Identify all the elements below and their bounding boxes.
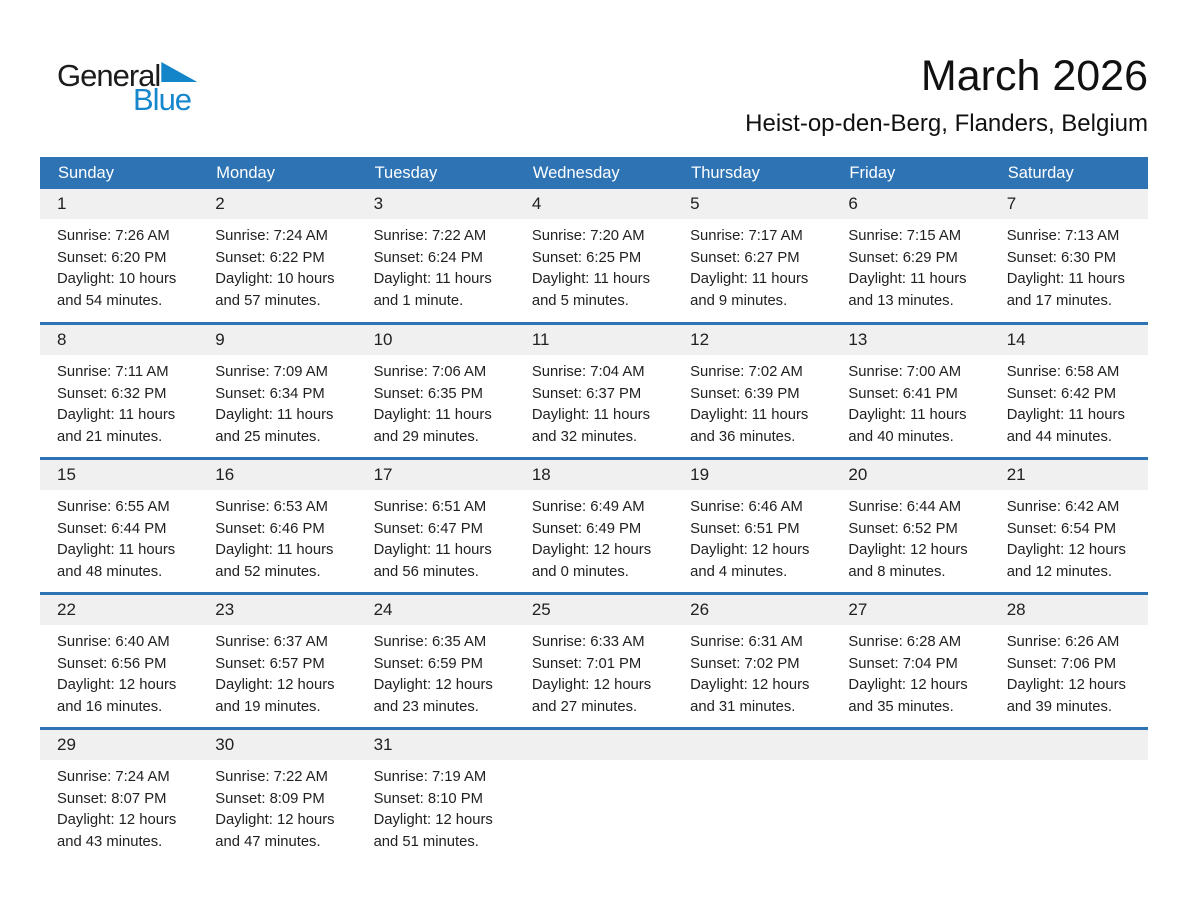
daylight-text-line1: Daylight: 10 hours <box>57 271 177 288</box>
logo-triangle-icon <box>161 62 197 82</box>
daylight-text-line2: and 29 minutes. <box>373 428 479 445</box>
daylight-text-line2: and 8 minutes. <box>848 563 946 580</box>
weekday-header: Friday <box>849 163 896 182</box>
sunset-text: Sunset: 6:32 PM <box>57 385 167 402</box>
day-number <box>831 730 989 760</box>
daylight-text-line2: and 43 minutes. <box>57 833 163 850</box>
day-details <box>831 219 989 312</box>
day-number: 10 <box>357 325 515 355</box>
day-number: 21 <box>990 460 1148 490</box>
day-number: 20 <box>831 460 989 490</box>
day-cell <box>357 460 515 592</box>
daylight-text-line2: and 23 minutes. <box>373 698 479 715</box>
day-details <box>990 490 1148 583</box>
day-number: 14 <box>990 325 1148 355</box>
sunrise-text: Sunrise: 7:19 AM <box>373 769 487 785</box>
daylight-text-line2: and 56 minutes. <box>373 563 479 580</box>
sunset-text: Sunset: 6:22 PM <box>215 249 325 266</box>
sunrise-text: Sunrise: 7:09 AM <box>215 364 328 380</box>
day-number: 17 <box>357 460 515 490</box>
day-details <box>673 355 831 448</box>
day-number: 11 <box>515 325 673 355</box>
daylight-text-line2: and 48 minutes. <box>57 563 163 580</box>
sunset-text: Sunset: 7:06 PM <box>1006 655 1117 672</box>
day-number: 8 <box>40 325 198 355</box>
day-cell <box>357 325 515 457</box>
daylight-text-line2: and 35 minutes. <box>848 698 954 715</box>
daylight-text-line1: Daylight: 12 hours <box>531 677 652 694</box>
day-cell <box>515 189 673 322</box>
daylight-text-line2: and 36 minutes. <box>690 428 796 445</box>
sunset-text: Sunset: 6:30 PM <box>1006 249 1117 266</box>
weekday-header: Monday <box>216 163 275 182</box>
day-details <box>357 219 515 312</box>
daylight-text-line2: and 57 minutes. <box>215 292 321 309</box>
daylight-text-line1: Daylight: 12 hours <box>531 542 652 559</box>
sunrise-text: Sunrise: 6:26 AM <box>1006 634 1120 650</box>
day-cell <box>673 460 831 592</box>
day-cell <box>990 325 1148 457</box>
sunrise-text: Sunrise: 6:31 AM <box>690 634 803 650</box>
day-cell <box>198 730 356 862</box>
sunset-text: Sunset: 6:34 PM <box>215 385 325 402</box>
day-cell <box>673 595 831 727</box>
day-cell <box>40 730 198 862</box>
sunset-text: Sunset: 6:42 PM <box>1006 385 1117 402</box>
daylight-text-line1: Daylight: 12 hours <box>1006 542 1126 559</box>
daylight-text-line2: and 17 minutes. <box>1006 292 1112 309</box>
sunset-text: Sunset: 6:51 PM <box>690 520 800 537</box>
sunrise-text: Sunrise: 6:28 AM <box>848 634 962 650</box>
day-number: 23 <box>198 595 356 625</box>
daylight-text-line1: Daylight: 11 hours <box>57 542 176 559</box>
day-cell <box>40 189 198 322</box>
sunrise-text: Sunrise: 7:22 AM <box>373 228 487 244</box>
day-details <box>515 490 673 583</box>
day-cell <box>40 460 198 592</box>
day-details <box>831 490 989 583</box>
day-cell <box>357 595 515 727</box>
day-number <box>515 730 673 760</box>
weekday-header-row <box>40 157 1148 189</box>
daylight-text-line2: and 40 minutes. <box>848 428 954 445</box>
daylight-text-line1: Daylight: 12 hours <box>1006 677 1126 694</box>
sunrise-text: Sunrise: 7:04 AM <box>531 364 645 380</box>
day-number: 6 <box>831 189 989 219</box>
day-number: 30 <box>198 730 356 760</box>
day-number: 19 <box>673 460 831 490</box>
sunset-text: Sunset: 6:56 PM <box>57 655 167 672</box>
day-cell <box>673 189 831 322</box>
daylight-text-line2: and 54 minutes. <box>57 292 163 309</box>
title-block <box>745 52 1148 138</box>
day-number: 29 <box>40 730 198 760</box>
sunset-text: Sunset: 6:49 PM <box>531 520 642 537</box>
weekday-header: Wednesday <box>532 163 620 182</box>
week-row <box>40 189 1148 322</box>
sunrise-text: Sunrise: 6:44 AM <box>848 499 962 515</box>
daylight-text-line2: and 21 minutes. <box>57 428 163 445</box>
sunrise-text: Sunrise: 6:53 AM <box>215 499 328 515</box>
daylight-text-line2: and 12 minutes. <box>1006 563 1112 580</box>
daylight-text-line1: Daylight: 11 hours <box>848 407 967 424</box>
day-cell <box>990 189 1148 322</box>
day-cell <box>673 325 831 457</box>
daylight-text-line2: and 27 minutes. <box>531 698 638 715</box>
empty-day-cell <box>990 730 1148 862</box>
daylight-text-line1: Daylight: 11 hours <box>373 271 492 288</box>
sunset-text: Sunset: 6:20 PM <box>57 249 167 266</box>
sunrise-text: Sunrise: 6:55 AM <box>57 499 170 515</box>
day-details <box>198 760 356 853</box>
day-number: 7 <box>990 189 1148 219</box>
sunrise-text: Sunrise: 6:51 AM <box>373 499 487 515</box>
week-row <box>40 727 1148 862</box>
sunrise-text: Sunrise: 6:33 AM <box>531 634 645 650</box>
sunset-text: Sunset: 6:39 PM <box>690 385 800 402</box>
daylight-text-line1: Daylight: 11 hours <box>215 407 334 424</box>
daylight-text-line1: Daylight: 11 hours <box>531 407 651 424</box>
sunset-text: Sunset: 6:24 PM <box>373 249 483 266</box>
day-details <box>357 355 515 448</box>
day-cell <box>40 595 198 727</box>
day-number: 18 <box>515 460 673 490</box>
day-details <box>831 760 989 767</box>
day-details <box>673 219 831 312</box>
day-cell <box>515 325 673 457</box>
sunrise-text: Sunrise: 7:06 AM <box>373 364 487 380</box>
calendar-table <box>40 157 1148 862</box>
day-number: 31 <box>357 730 515 760</box>
daylight-text-line1: Daylight: 12 hours <box>373 812 493 829</box>
day-number <box>673 730 831 760</box>
general-blue-logo <box>57 60 197 115</box>
day-number: 24 <box>357 595 515 625</box>
day-details <box>40 760 198 853</box>
month-title: March 2026 <box>920 52 1148 100</box>
sunset-text: Sunset: 6:46 PM <box>215 520 325 537</box>
sunset-text: Sunset: 6:47 PM <box>373 520 483 537</box>
day-cell <box>515 460 673 592</box>
calendar-grid <box>40 189 1148 862</box>
day-cell <box>990 460 1148 592</box>
daylight-text-line2: and 31 minutes. <box>690 698 796 715</box>
sunrise-text: Sunrise: 7:13 AM <box>1006 228 1120 244</box>
daylight-text-line2: and 39 minutes. <box>1006 698 1112 715</box>
sunset-text: Sunset: 6:35 PM <box>373 385 483 402</box>
sunset-text: Sunset: 6:54 PM <box>1006 520 1117 537</box>
day-details <box>198 355 356 448</box>
logo-text-blue: Blue <box>133 82 192 117</box>
sunset-text: Sunset: 7:01 PM <box>531 655 642 672</box>
empty-day-cell <box>831 730 989 862</box>
day-details <box>357 760 515 853</box>
daylight-text-line1: Daylight: 12 hours <box>57 812 177 829</box>
day-details <box>40 490 198 583</box>
daylight-text-line1: Daylight: 12 hours <box>848 542 968 559</box>
daylight-text-line1: Daylight: 11 hours <box>1006 407 1125 424</box>
day-number <box>990 730 1148 760</box>
daylight-text-line2: and 9 minutes. <box>690 292 788 309</box>
day-details <box>40 355 198 448</box>
sunrise-text: Sunrise: 7:02 AM <box>690 364 803 380</box>
sunset-text: Sunset: 6:59 PM <box>373 655 483 672</box>
daylight-text-line1: Daylight: 11 hours <box>690 271 809 288</box>
sunset-text: Sunset: 6:37 PM <box>531 385 642 402</box>
day-cell <box>831 189 989 322</box>
day-details <box>198 490 356 583</box>
day-details <box>515 625 673 718</box>
daylight-text-line1: Daylight: 12 hours <box>848 677 968 694</box>
day-cell <box>831 325 989 457</box>
daylight-text-line1: Daylight: 12 hours <box>215 812 335 829</box>
day-number: 26 <box>673 595 831 625</box>
day-cell <box>831 595 989 727</box>
daylight-text-line1: Daylight: 11 hours <box>215 542 334 559</box>
sunrise-text: Sunrise: 6:35 AM <box>373 634 487 650</box>
weekday-header: Tuesday <box>374 163 438 182</box>
day-details <box>990 625 1148 718</box>
logo-text-general: General <box>57 58 161 93</box>
daylight-text-line1: Daylight: 11 hours <box>531 271 651 288</box>
daylight-text-line1: Daylight: 11 hours <box>57 407 176 424</box>
day-details <box>515 760 673 767</box>
day-cell <box>40 325 198 457</box>
day-details <box>40 625 198 718</box>
daylight-text-line1: Daylight: 12 hours <box>690 677 810 694</box>
daylight-text-line2: and 51 minutes. <box>373 833 479 850</box>
day-details <box>40 219 198 312</box>
daylight-text-line1: Daylight: 11 hours <box>1006 271 1125 288</box>
day-number: 22 <box>40 595 198 625</box>
sunset-text: Sunset: 8:09 PM <box>215 790 325 807</box>
daylight-text-line1: Daylight: 11 hours <box>690 407 809 424</box>
sunrise-text: Sunrise: 7:22 AM <box>215 769 328 785</box>
day-details <box>673 490 831 583</box>
sunset-text: Sunset: 8:10 PM <box>373 790 483 807</box>
day-cell <box>198 189 356 322</box>
day-details <box>673 760 831 767</box>
sunset-text: Sunset: 6:44 PM <box>57 520 167 537</box>
sunrise-text: Sunrise: 7:17 AM <box>690 228 803 244</box>
week-row <box>40 592 1148 727</box>
sunrise-text: Sunrise: 7:24 AM <box>215 228 328 244</box>
daylight-text-line2: and 0 minutes. <box>531 563 629 580</box>
daylight-text-line1: Daylight: 10 hours <box>215 271 335 288</box>
day-cell <box>515 595 673 727</box>
sunset-text: Sunset: 6:57 PM <box>215 655 325 672</box>
empty-day-cell <box>515 730 673 862</box>
daylight-text-line1: Daylight: 12 hours <box>57 677 177 694</box>
day-details <box>990 219 1148 312</box>
daylight-text-line2: and 19 minutes. <box>215 698 321 715</box>
day-details <box>990 355 1148 448</box>
day-details <box>357 490 515 583</box>
day-details <box>831 355 989 448</box>
day-cell <box>198 595 356 727</box>
sunset-text: Sunset: 8:07 PM <box>57 790 167 807</box>
empty-day-cell <box>673 730 831 862</box>
day-cell <box>198 325 356 457</box>
day-details <box>831 625 989 718</box>
sunset-text: Sunset: 6:27 PM <box>690 249 800 266</box>
daylight-text-line2: and 47 minutes. <box>215 833 321 850</box>
daylight-text-line1: Daylight: 11 hours <box>373 542 492 559</box>
daylight-text-line2: and 13 minutes. <box>848 292 954 309</box>
sunrise-text: Sunrise: 6:37 AM <box>215 634 328 650</box>
daylight-text-line2: and 4 minutes. <box>690 563 788 580</box>
week-row <box>40 322 1148 457</box>
sunset-text: Sunset: 7:02 PM <box>690 655 800 672</box>
day-number: 9 <box>198 325 356 355</box>
daylight-text-line2: and 44 minutes. <box>1006 428 1112 445</box>
daylight-text-line1: Daylight: 11 hours <box>373 407 492 424</box>
day-details <box>198 219 356 312</box>
sunrise-text: Sunrise: 6:42 AM <box>1006 499 1120 515</box>
day-cell <box>357 189 515 322</box>
sunset-text: Sunset: 6:25 PM <box>531 249 642 266</box>
day-details <box>357 625 515 718</box>
sunrise-text: Sunrise: 7:26 AM <box>57 228 170 244</box>
daylight-text-line1: Daylight: 12 hours <box>690 542 810 559</box>
weekday-header: Sunday <box>58 163 114 182</box>
day-number: 13 <box>831 325 989 355</box>
daylight-text-line2: and 52 minutes. <box>215 563 321 580</box>
day-number: 5 <box>673 189 831 219</box>
sunrise-text: Sunrise: 6:58 AM <box>1006 364 1120 380</box>
daylight-text-line2: and 25 minutes. <box>215 428 321 445</box>
day-number: 3 <box>357 189 515 219</box>
sunrise-text: Sunrise: 7:20 AM <box>531 228 645 244</box>
daylight-text-line2: and 1 minute. <box>373 292 464 309</box>
sunset-text: Sunset: 6:52 PM <box>848 520 958 537</box>
day-number: 28 <box>990 595 1148 625</box>
day-number: 15 <box>40 460 198 490</box>
weekday-header: Thursday <box>691 163 760 182</box>
day-details <box>515 355 673 448</box>
sunrise-text: Sunrise: 7:00 AM <box>848 364 962 380</box>
day-number: 2 <box>198 189 356 219</box>
day-details <box>673 625 831 718</box>
day-cell <box>990 595 1148 727</box>
location-subtitle: Heist-op-den-Berg, Flanders, Belgium <box>745 110 1148 138</box>
day-details <box>515 219 673 312</box>
daylight-text-line2: and 32 minutes. <box>531 428 638 445</box>
week-row <box>40 457 1148 592</box>
day-details <box>990 760 1148 767</box>
day-number: 4 <box>515 189 673 219</box>
daylight-text-line2: and 5 minutes. <box>531 292 629 309</box>
day-cell <box>198 460 356 592</box>
daylight-text-line2: and 16 minutes. <box>57 698 163 715</box>
sunrise-text: Sunrise: 7:15 AM <box>848 228 962 244</box>
day-cell <box>831 460 989 592</box>
sunset-text: Sunset: 6:41 PM <box>848 385 958 402</box>
sunset-text: Sunset: 6:29 PM <box>848 249 958 266</box>
day-number: 16 <box>198 460 356 490</box>
day-details <box>198 625 356 718</box>
day-number: 12 <box>673 325 831 355</box>
day-cell <box>357 730 515 862</box>
sunrise-text: Sunrise: 7:24 AM <box>57 769 170 785</box>
sunrise-text: Sunrise: 7:11 AM <box>57 364 169 380</box>
sunrise-text: Sunrise: 6:46 AM <box>690 499 803 515</box>
day-number: 1 <box>40 189 198 219</box>
daylight-text-line1: Daylight: 12 hours <box>373 677 493 694</box>
sunrise-text: Sunrise: 6:40 AM <box>57 634 170 650</box>
weekday-header: Saturday <box>1007 163 1074 182</box>
day-number: 25 <box>515 595 673 625</box>
sunset-text: Sunset: 7:04 PM <box>848 655 958 672</box>
daylight-text-line1: Daylight: 11 hours <box>848 271 967 288</box>
day-number: 27 <box>831 595 989 625</box>
daylight-text-line1: Daylight: 12 hours <box>215 677 335 694</box>
sunrise-text: Sunrise: 6:49 AM <box>531 499 645 515</box>
